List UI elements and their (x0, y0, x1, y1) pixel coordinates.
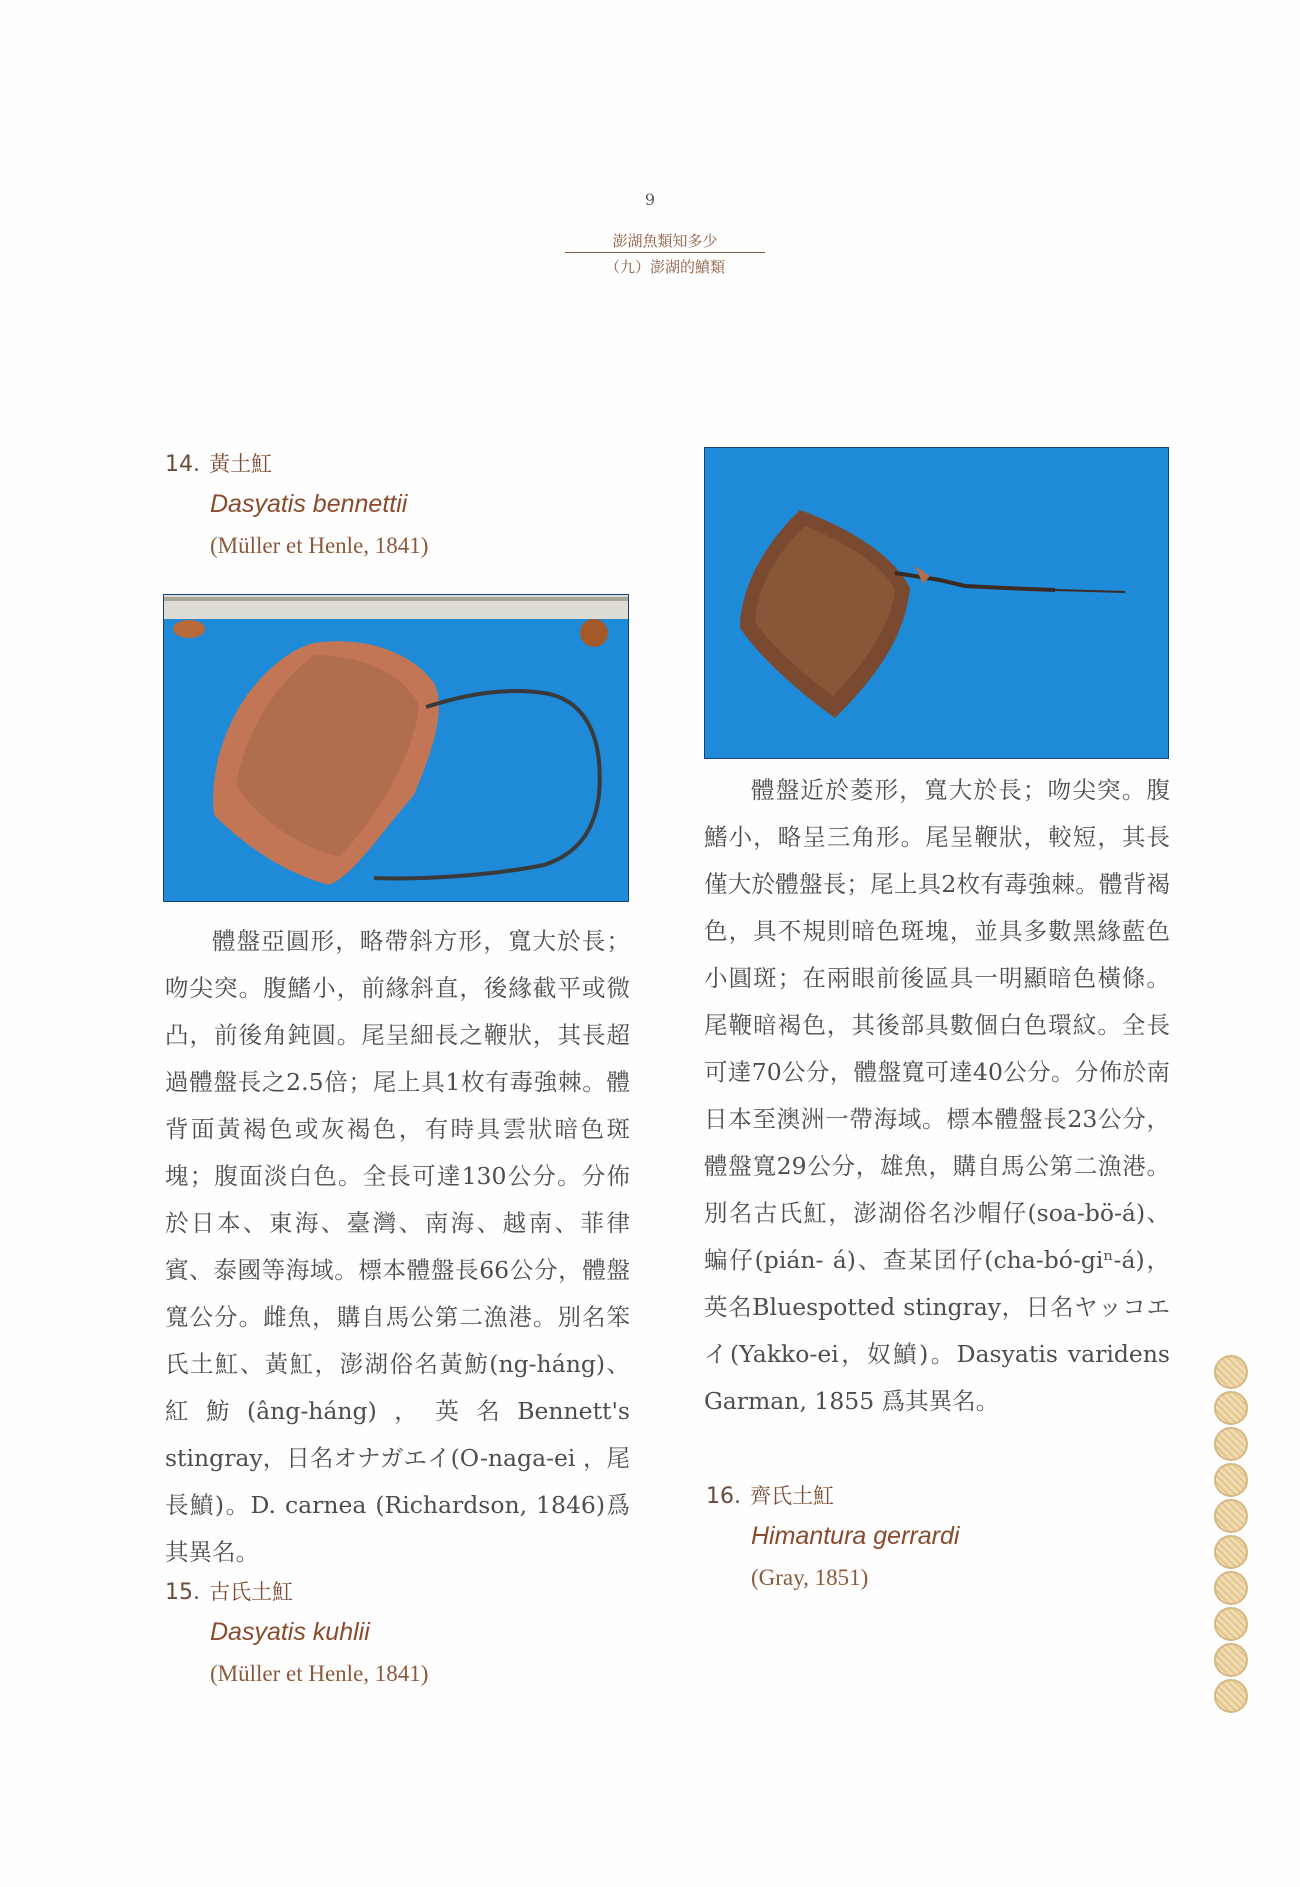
description-paragraph: 體盤近於菱形，寬大於長；吻尖突。腹鰭小，略呈三角形。尾呈鞭狀，較短，其長僅大於體盤長；尾上具2枚有毒強棘。體背褐色，具不規則暗色斑塊，並具多數黑緣藍色小圓斑；在兩眼前後區具一明顯暗色橫條。尾鞭暗褐色，其後部具數個白色環紋。全長可達70公分，體盤寬可達40公分。分佈於南日本至澳洲一帶海域。標本體盤長23公分，體盤寬29公分，雄魚，購自馬公第二漁港。別名古氏魟，澎湖俗名沙帽仔(soa-bö-á)、蝙仔(pián- á)、查某囝仔(cha-bó-giⁿ-á)，英名Bluespotted stingray，日名ヤッコエイ(Yakko-ei，奴鱝)。Dasyatis varidens Garman, 1855 爲其異名。 (704, 776, 1170, 1415)
decorative-circle-strip (1214, 1355, 1248, 1713)
dasyatis-kuhlii-photo (704, 447, 1169, 759)
scientific-name: Dasyatis kuhlii (210, 1618, 370, 1646)
common-name: 古氏土魟 (209, 1580, 294, 1604)
species-author: (Müller et Henle, 1841) (210, 1661, 429, 1686)
species-author: (Müller et Henle, 1841) (210, 533, 429, 558)
decorative-circle-icon (1214, 1391, 1248, 1425)
scientific-name: Himantura gerrardi (751, 1522, 960, 1550)
decorative-circle-icon (1214, 1463, 1248, 1497)
decorative-circle-icon (1214, 1535, 1248, 1569)
common-name: 黃土魟 (209, 452, 273, 476)
dasyatis-bennettii-photo (163, 594, 629, 902)
common-name: 齊氏土魟 (750, 1484, 835, 1508)
page-number: 9 (644, 190, 656, 209)
header-divider (565, 252, 765, 253)
decorative-circle-icon (1214, 1355, 1248, 1389)
entry-14-description (165, 918, 630, 1576)
entry-number: 14. (165, 452, 200, 477)
decorative-circle-icon (1214, 1427, 1248, 1461)
entry-number: 16. (706, 1484, 741, 1509)
decorative-circle-icon (1214, 1643, 1248, 1677)
running-header-chapter: （九）澎湖的鱝類 (604, 258, 725, 276)
decorative-circle-icon (1214, 1607, 1248, 1641)
decorative-circle-icon (1214, 1571, 1248, 1605)
entry-14-heading (165, 448, 685, 559)
running-header-series: 澎湖魚類知多少 (612, 232, 718, 250)
entry-15-heading (165, 1576, 685, 1687)
entry-16-heading (706, 1480, 1166, 1591)
description-paragraph: 體盤亞圓形，略帶斜方形，寬大於長；吻尖突。腹鰭小，前緣斜直，後緣截平或微凸，前後角鈍圓。尾呈細長之鞭狀，其長超過體盤長之2.5倍；尾上具1枚有毒強棘。體背面黃褐色或灰褐色，有時具雲狀暗色斑塊；腹面淡白色。全長可達130公分。分佈於日本、東海、臺灣、南海、越南、菲律賓、泰國等海域。標本體盤長66公分，體盤寬公分。雌魚，購自馬公第二漁港。別名笨氏土魟、黃魟，澎湖俗名黃魴(ng-háng)、紅魴(âng-háng)，英名Bennett's stingray，日名オナガエイ(O-naga-ei ，尾長鱝)。D. carnea (Richardson, 1846)爲其異名。 (165, 927, 630, 1566)
entry-15-description (704, 767, 1170, 1425)
decorative-circle-icon (1214, 1679, 1248, 1713)
decorative-circle-icon (1214, 1499, 1248, 1533)
entry-number: 15. (165, 1580, 200, 1605)
species-author: (Gray, 1851) (751, 1565, 869, 1590)
scientific-name: Dasyatis bennettii (210, 490, 408, 518)
